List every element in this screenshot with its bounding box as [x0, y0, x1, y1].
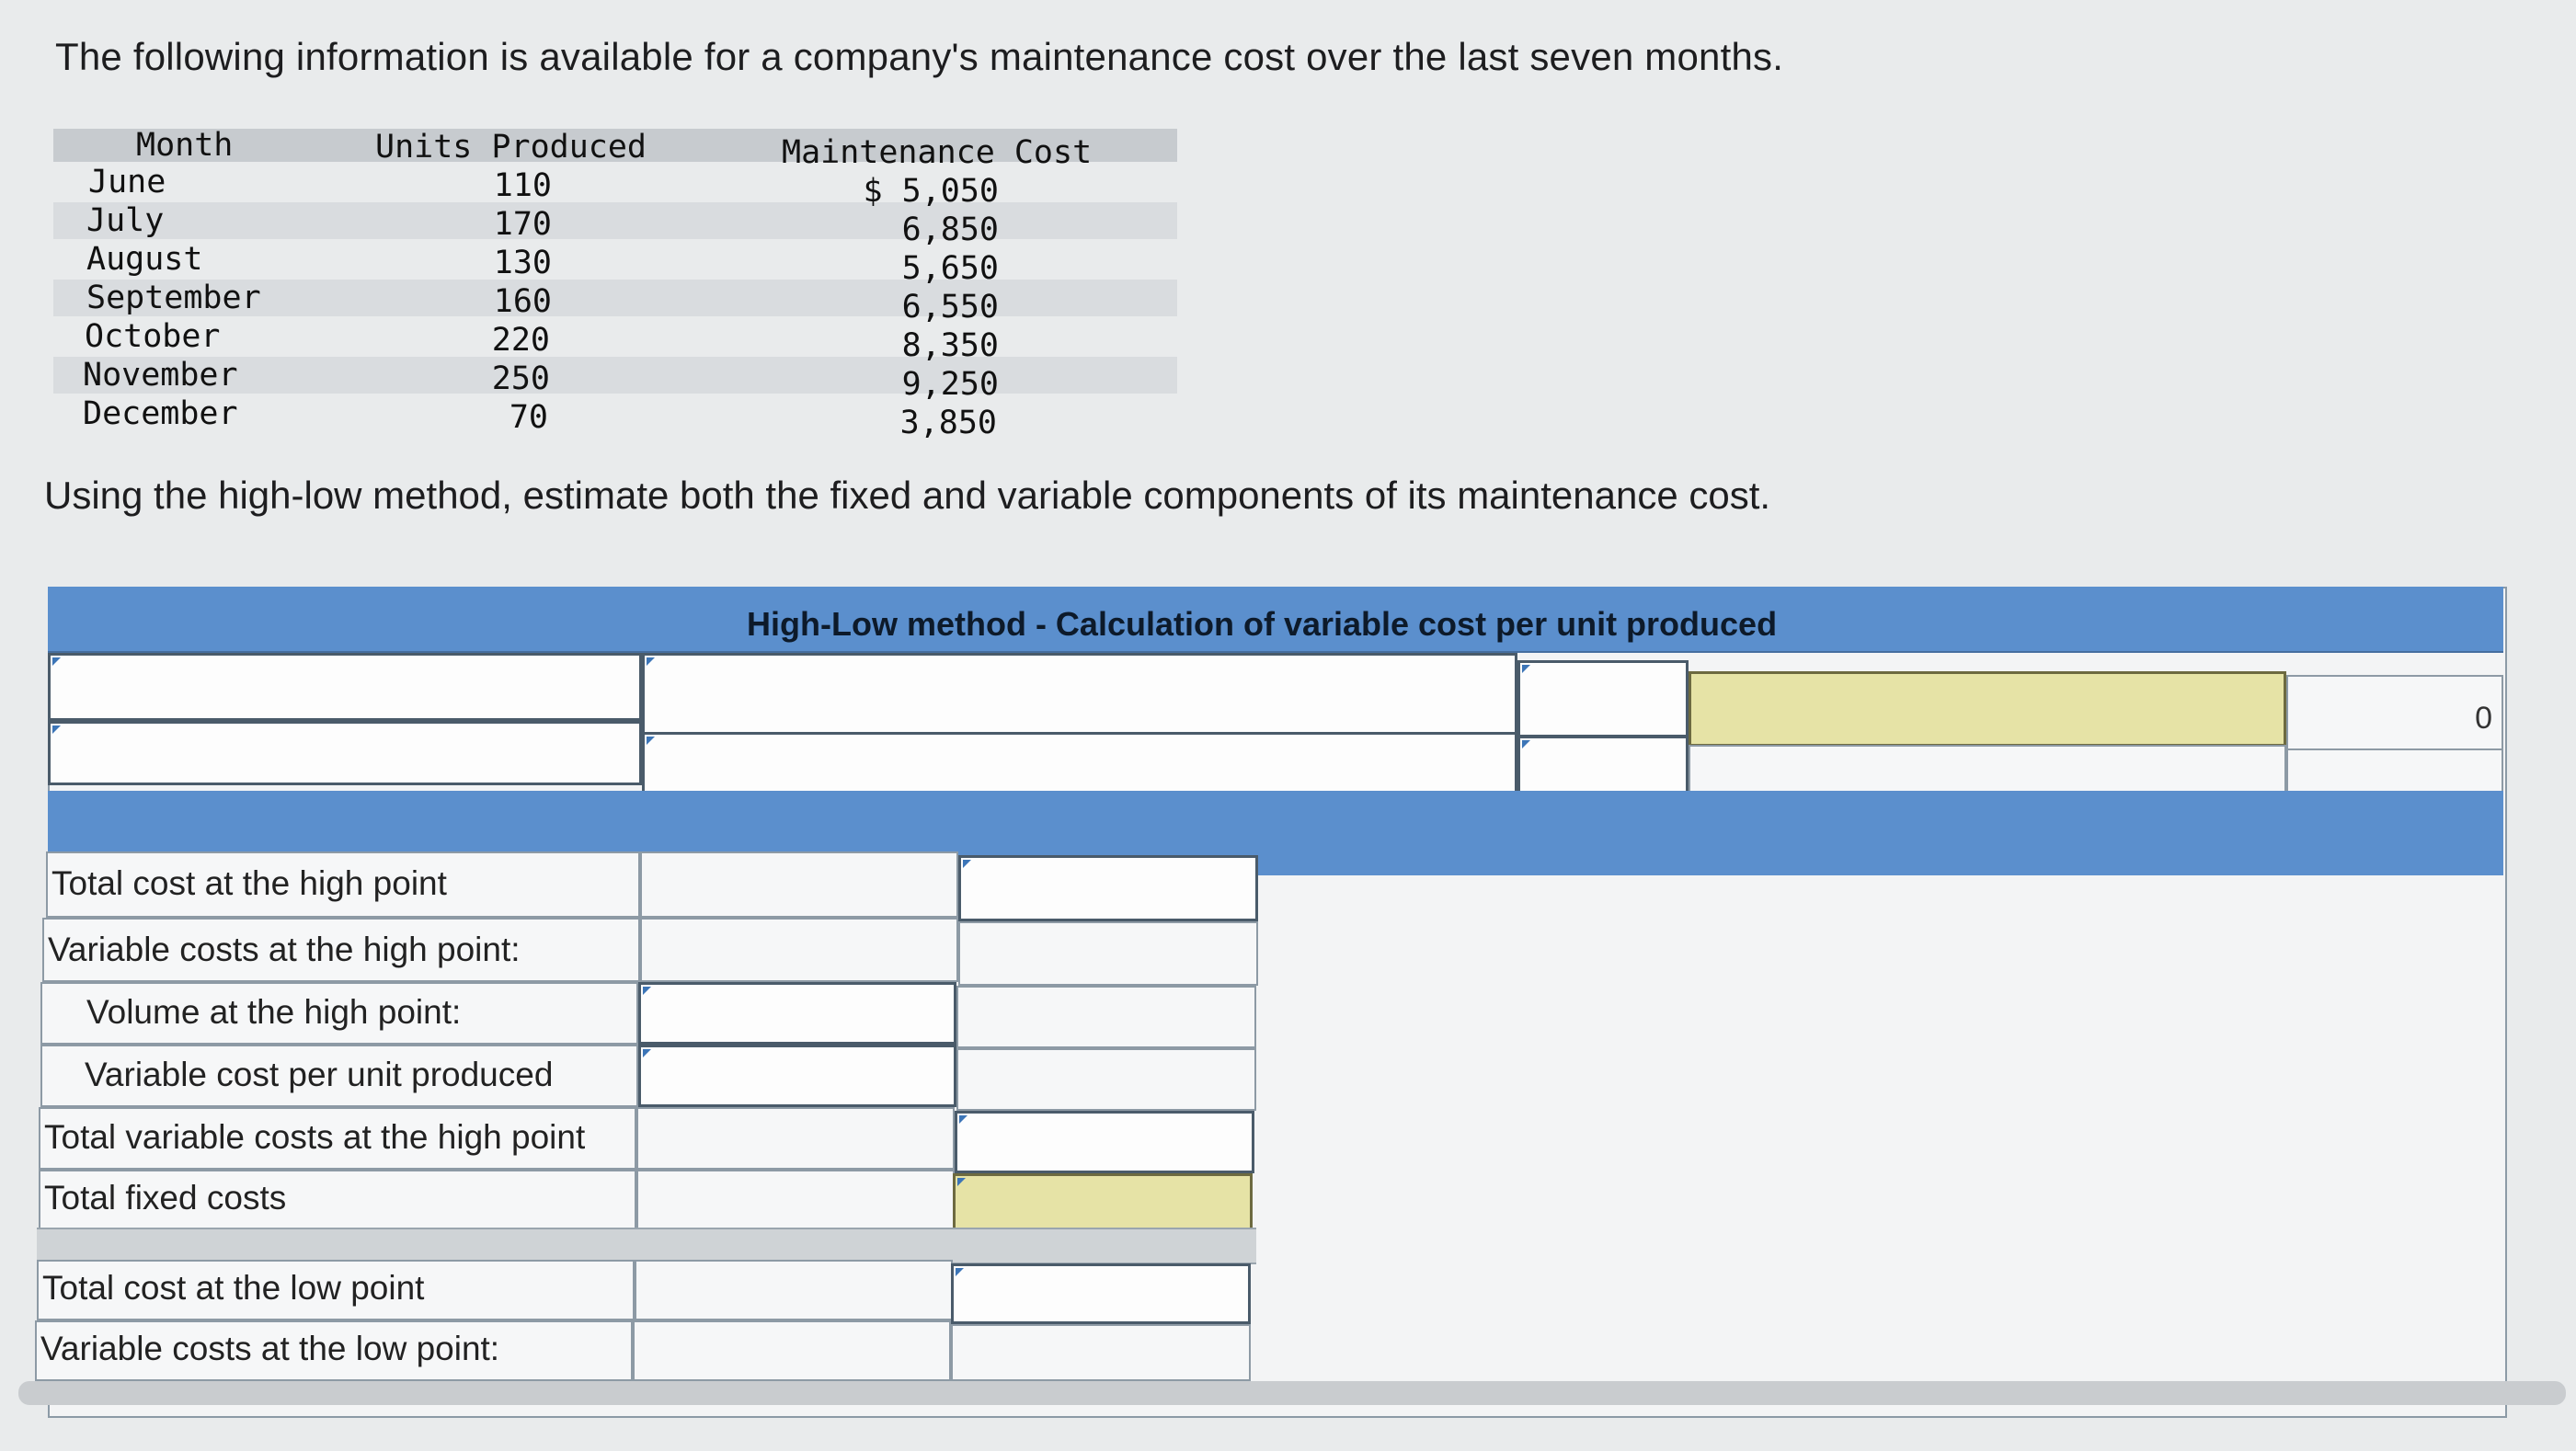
units-cell: 70 — [509, 399, 548, 436]
empty-cell — [956, 986, 1256, 1048]
empty-cell — [640, 918, 958, 982]
month-cell: June — [88, 164, 166, 200]
volume-high-input[interactable] — [638, 982, 956, 1045]
units-cell: 130 — [493, 245, 552, 281]
units-cell: 110 — [493, 167, 552, 204]
total-cost-low-label: Total cost at the low point — [42, 1269, 425, 1307]
empty-cell — [633, 1320, 951, 1381]
cost-cell: 8,350 — [901, 327, 999, 364]
intro-text: The following information is available for a company's maintenance cost over the last seven months. — [55, 35, 1784, 78]
cost-cell: 5,650 — [901, 250, 999, 287]
col-header-month: Month — [136, 127, 234, 164]
col-header-units: Units Produced — [375, 129, 647, 166]
row-bg — [53, 241, 1177, 278]
col-header-cost: Maintenance Cost — [782, 134, 1093, 171]
result-cell — [2286, 675, 2503, 750]
cost-cell: 6,850 — [901, 211, 999, 248]
calc-input-1[interactable] — [1517, 660, 1689, 737]
total-variable-high-input[interactable] — [955, 1111, 1254, 1173]
month-cell: August — [86, 241, 203, 278]
month-cell: July — [86, 202, 165, 239]
worksheet-title-bar — [48, 587, 2503, 653]
month-cell: December — [83, 395, 238, 432]
row-label-cell — [35, 1320, 633, 1381]
variable-cost-per-unit-label: Variable cost per unit produced — [85, 1056, 554, 1093]
cost-cell: $ 5,050 — [863, 173, 999, 210]
row-label-cell — [37, 1260, 635, 1320]
label-dropdown-1[interactable] — [48, 653, 642, 721]
volume-high-label: Volume at the high point: — [86, 993, 462, 1031]
total-cost-high-input[interactable] — [958, 855, 1258, 921]
row-separator — [37, 1228, 1256, 1264]
worksheet-title: High-Low method - Calculation of variable cost per unit produced — [747, 605, 1778, 643]
empty-cell — [640, 851, 958, 918]
total-fixed-input[interactable] — [953, 1173, 1253, 1234]
total-cost-low-input[interactable] — [951, 1263, 1251, 1324]
month-cell: November — [83, 357, 238, 394]
total-fixed-label: Total fixed costs — [44, 1179, 287, 1217]
empty-cell — [958, 921, 1258, 986]
month-cell: September — [86, 280, 261, 316]
cost-cell: 6,550 — [901, 289, 999, 326]
calc-dropdown-1[interactable] — [642, 653, 1517, 736]
empty-cell — [636, 1170, 955, 1230]
result-input[interactable] — [1689, 671, 2286, 747]
row-label-cell — [42, 918, 640, 982]
units-cell: 250 — [491, 360, 550, 397]
row-label-cell — [39, 1107, 636, 1170]
total-cost-high-label: Total cost at the high point — [52, 864, 447, 902]
calc-dropdown-2[interactable] — [642, 732, 1517, 796]
row-bg — [53, 318, 1177, 355]
units-cell: 220 — [491, 322, 550, 359]
row-label-cell — [46, 851, 640, 918]
empty-cell — [636, 1107, 955, 1170]
units-cell: 170 — [493, 206, 552, 243]
empty-cell — [635, 1260, 953, 1320]
variable-costs-low-label: Variable costs at the low point: — [40, 1330, 500, 1367]
empty-cell — [951, 1324, 1251, 1381]
row-label-cell — [40, 982, 638, 1045]
label-dropdown-2[interactable] — [48, 721, 642, 785]
variable-costs-high-label: Variable costs at the high point: — [48, 931, 521, 968]
row-label-cell — [39, 1170, 636, 1230]
variable-cost-per-unit-input[interactable] — [638, 1045, 956, 1107]
result-value: 0 — [2475, 701, 2492, 736]
total-variable-high-label: Total variable costs at the high point — [44, 1118, 586, 1156]
row-bg — [53, 202, 1177, 239]
empty-cell — [956, 1048, 1256, 1111]
row-label-cell — [40, 1045, 638, 1107]
cost-cell: 9,250 — [901, 366, 999, 403]
units-cell: 160 — [493, 283, 552, 320]
cost-cell: 3,850 — [899, 405, 997, 441]
question-text: Using the high-low method, estimate both the fixed and variable components of its maintenance cost. — [44, 474, 1771, 517]
horizontal-scrollbar[interactable] — [18, 1381, 2566, 1405]
month-cell: October — [85, 318, 221, 355]
